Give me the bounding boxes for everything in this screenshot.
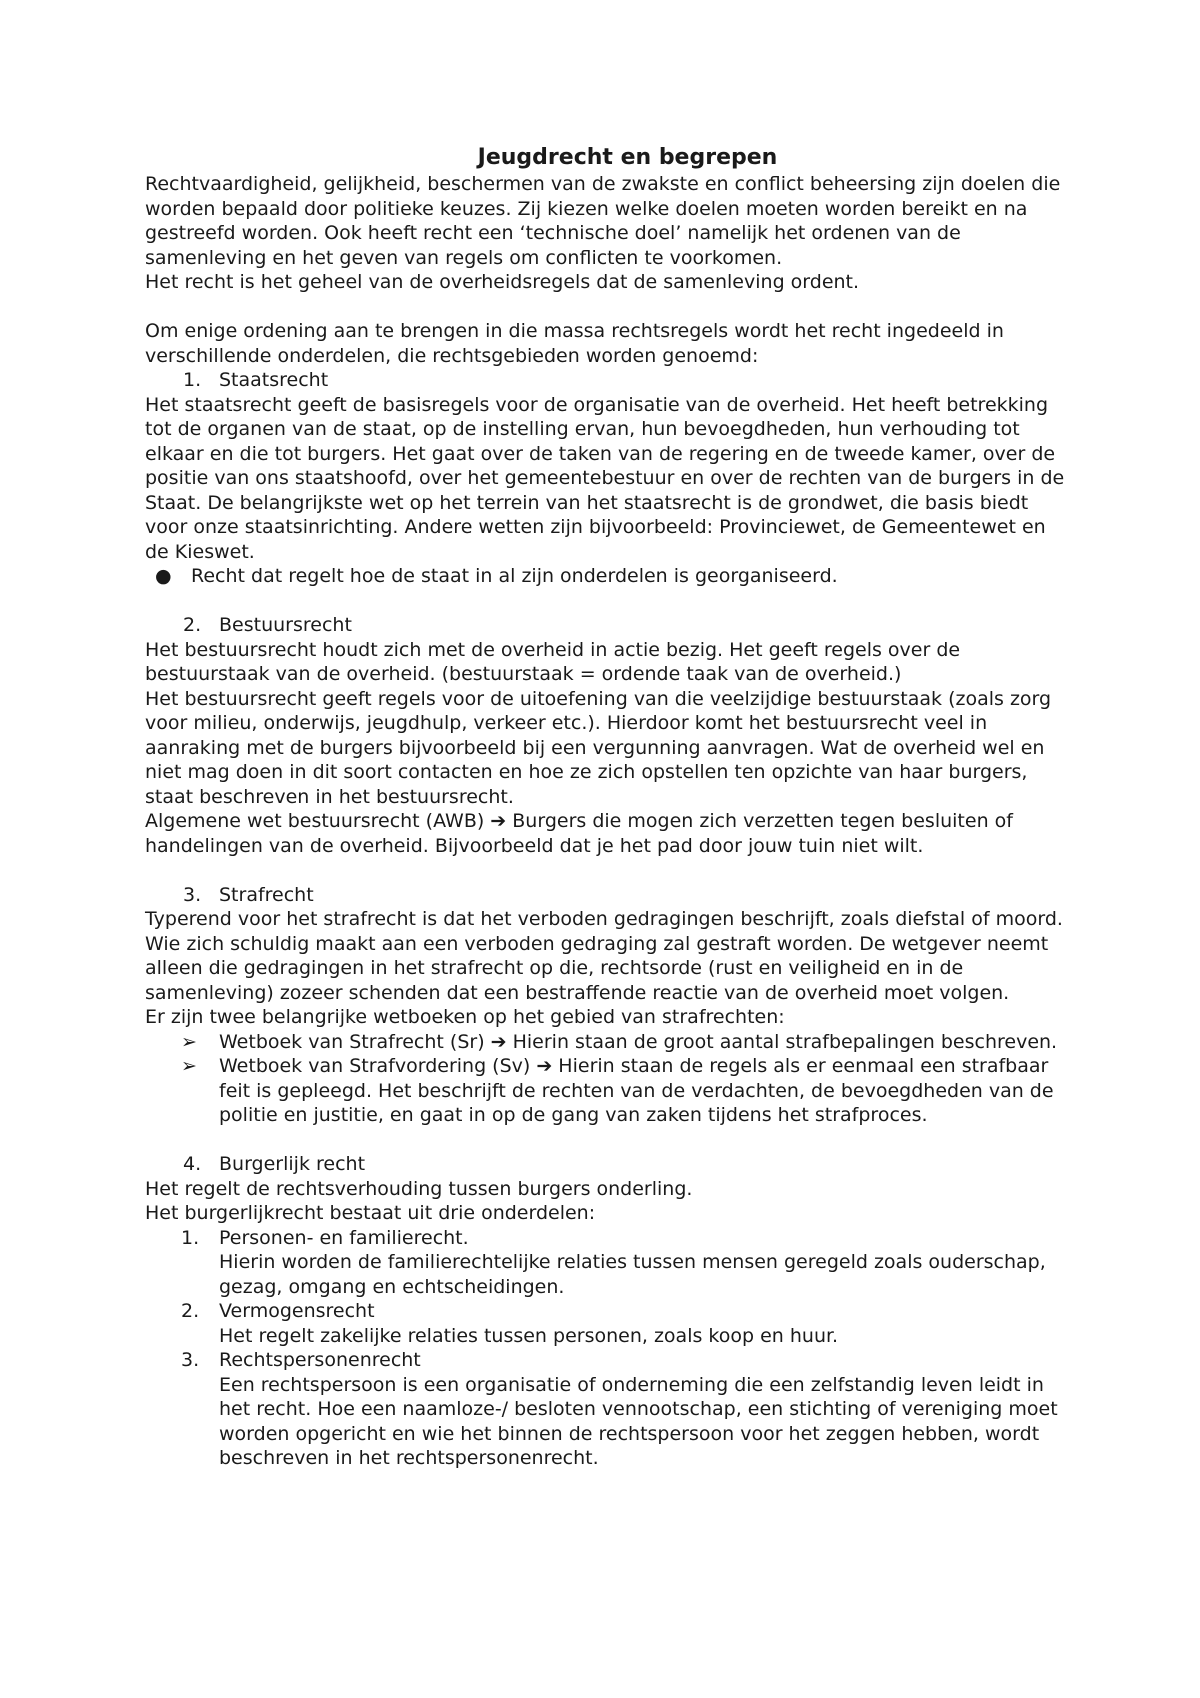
bullet-icon: ● (155, 565, 172, 587)
bestuursrecht-body-1: Het bestuursrecht houdt zich met de overheid in actie bezig. Het geeft regels over de bestuurstaak van de overheid. (bestuurstaak = ordende taak van de overheid.) (145, 638, 961, 685)
intro-paragraph-2: Het recht is het geheel van de overheidsregels dat de samenleving ordent. (145, 271, 860, 293)
list-item-title: Personen- en familierecht. (219, 1226, 469, 1249)
burgerlijk-body-2: Het burgerlijkrecht bestaat uit drie onderdelen: (145, 1202, 596, 1224)
list-item-text: Hierin worden de familierechtelijke relaties tussen mensen geregeld zoals ouderschap, gezag, omgang en echtscheidingen. (219, 1251, 1046, 1298)
page-title: Jeugdrecht en begrepen (477, 145, 778, 170)
section-title: Staatsrecht (219, 369, 329, 391)
list-item (145, 1299, 1070, 1348)
division-intro: Om enige ordening aan te brengen in die massa rechtsregels wordt het recht ingedeeld in verschillende onderdelen, die rechtsgebieden worden genoemd: (145, 320, 1004, 367)
section-heading-burgerlijk-recht (145, 1152, 1070, 1177)
list-number: 1. (181, 1226, 200, 1249)
list-item-text: Een rechtspersoon is een organisatie of onderneming die een zelfstandig leven leidt in het recht. Hoe een naamloze-/ besloten vennootschap, een stichting of vereniging moet worden opgericht en wie het binnen de rechtspersoon voor het zeggen hebben, wordt beschreven in het rechtspersonenrecht. (219, 1373, 1058, 1469)
section-title: Burgerlijk recht (219, 1153, 366, 1175)
section-number: 4. (183, 1153, 202, 1175)
section-title: Bestuursrecht (219, 614, 352, 636)
list-item-text: Het regelt zakelijke relaties tussen personen, zoals koop en huur. (219, 1324, 839, 1347)
section-heading-staatsrecht (145, 368, 1070, 393)
list-item-title: Rechtspersonenrecht (219, 1349, 421, 1371)
intro-paragraph-1: Rechtvaardigheid, gelijkheid, beschermen van de zwakste en conflict beheersing zijn doelen die worden bepaald door politieke keuzes. Zij kiezen welke doelen moeten worden bereikt en na gestreefd worden. Ook heeft recht een ‘technische doel’ namelijk het ordenen van de samenleving en het geven van regels om conflicten te voorkomen. (145, 173, 1061, 269)
list-item (145, 1054, 1070, 1128)
list-item-title: Vermogensrecht (219, 1300, 375, 1322)
arrow-bullet-icon: ➢ (181, 1030, 197, 1053)
burgerlijk-parts-list (145, 1226, 1070, 1471)
list-item (145, 1226, 1070, 1300)
staatsrecht-body: Het staatsrecht geeft de basisregels voor de organisatie van de overheid. Het heeft betrekking tot de organen van de staat, op de instelling ervan, hun bevoegdheden, hun verhouding tot elkaar en die tot burgers. Het gaat over de taken van de regering en de tweede kamer, over de positie van ons staatshoofd, over het gemeentebestuur en over de rechten van de burgers in de Staat. De belangrijkste wet op het terrein van het staatsrecht is de grondwet, die basis biedt voor onze staatsinrichting. Andere wetten zijn bijvoorbeeld: Provinciewet, de Gemeentewet en de Kieswet. (145, 393, 1065, 563)
section-number: 3. (183, 883, 202, 906)
list-item-text: Wetboek van Strafrecht (Sr) ➔ Hierin staan de groot aantal strafbepalingen beschreven. (219, 1030, 1058, 1053)
list-item-text: Wetboek van Strafvordering (Sv) ➔ Hierin staan de regels als er eenmaal een strafbaar feit is gepleegd. Het beschrijft de rechten van de verdachten, de bevoegdheden van de politie en justitie, en gaat in op de gang van zaken tijdens het strafproces. (219, 1055, 1054, 1126)
section-heading-bestuursrecht (145, 613, 1070, 638)
list-number: 2. (181, 1300, 200, 1322)
bullet-text: Recht dat regelt hoe de staat in al zijn onderdelen is georganiseerd. (191, 565, 838, 587)
burgerlijk-body-1: Het regelt de rechtsverhouding tussen burgers onderling. (145, 1177, 693, 1200)
strafrecht-body: Typerend voor het strafrecht is dat het verboden gedragingen beschrijft, zoals diefstal of moord. Wie zich schuldig maakt aan een verboden gedraging zal gestraft worden. De wetgever neemt alleen die gedragingen in het strafrecht op die, rechtsorde (rust en veiligheid en in de samenleving) zozeer schenden dat een bestraffende reactie van de overheid moet volgen. (145, 908, 1063, 1004)
arrow-bullet-icon: ➢ (181, 1055, 197, 1077)
bestuursrecht-body-3: Algemene wet bestuursrecht (AWB) ➔ Burgers die mogen zich verzetten tegen besluiten of handelingen van de overheid. Bijvoorbeeld dat je het pad door jouw tuin niet wilt. (145, 810, 1013, 857)
section-number: 2. (183, 614, 202, 636)
list-number: 3. (181, 1349, 200, 1371)
list-item (145, 1030, 1070, 1055)
list-item (145, 564, 1070, 589)
strafrecht-books-intro: Er zijn twee belangrijke wetboeken op het gebied van strafrechten: (145, 1006, 785, 1028)
list-item (145, 1348, 1070, 1471)
section-number: 1. (183, 369, 202, 391)
bestuursrecht-body-2: Het bestuursrecht geeft regels voor de uitoefening van die veelzijdige bestuurstaak (zoals zorg voor milieu, onderwijs, jeugdhulp, verkeer etc.). Hierdoor komt het bestuursrecht veel in aanraking met de burgers bijvoorbeeld bij een vergunning aanvragen. Wat de overheid wel en niet mag doen in dit soort contacten en hoe ze zich opstellen ten opzichte van haar burgers, staat beschreven in het bestuursrecht. (145, 687, 1052, 808)
section-title: Strafrecht (219, 883, 314, 906)
section-heading-strafrecht (145, 883, 1070, 908)
